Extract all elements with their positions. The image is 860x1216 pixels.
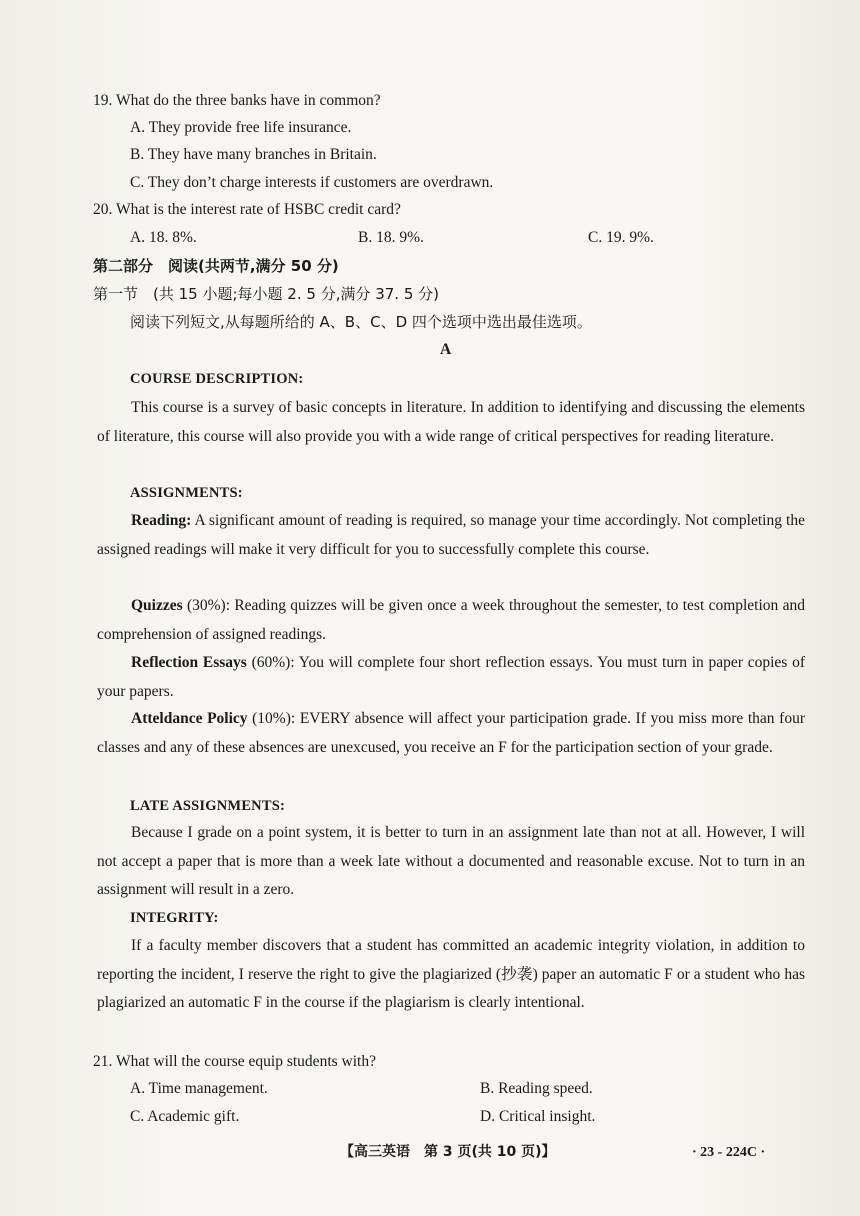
- q21-option-b: B. Reading speed.: [480, 1080, 593, 1097]
- assignments-heading: ASSIGNMENTS:: [130, 485, 243, 501]
- reflection-label: Reflection Essays: [131, 654, 247, 671]
- part-two-title: 第二部分 阅读(共两节,满分 50 分): [93, 257, 339, 275]
- q21-option-a: A. Time management.: [130, 1080, 268, 1097]
- attendance-percent: (10%):: [247, 710, 296, 727]
- course-description-heading: COURSE DESCRIPTION:: [130, 371, 304, 387]
- page-footer-code: · 23 - 224C ·: [692, 1145, 766, 1160]
- reflection-percent: (60%):: [246, 654, 295, 671]
- reading-instruction: 阅读下列短文,从每题所给的 A、B、C、D 四个选项中选出最佳选项。: [130, 313, 592, 331]
- attendance-paragraph: [97, 705, 805, 762]
- quizzes-text: Reading quizzes will be given once a week throughout the semester, to test completion and comprehension of assigned readings.: [97, 597, 805, 643]
- reading-label: Reading:: [131, 512, 192, 529]
- late-assignments-heading: LATE ASSIGNMENTS:: [130, 798, 286, 814]
- q21-option-c: C. Academic gift.: [130, 1108, 240, 1125]
- reflection-paragraph: [97, 649, 805, 706]
- question-20: 20. What is the interest rate of HSBC credit card?: [93, 201, 401, 218]
- q20-option-a: A. 18. 8%.: [130, 229, 197, 246]
- q19-option-c: C. They don’t charge interests if customers are overdrawn.: [130, 174, 494, 191]
- q20-option-b: B. 18. 9%.: [358, 229, 424, 246]
- page-footer-label: 【高三英语 第 3 页(共 10 页)】: [340, 1144, 556, 1160]
- q21-option-d: D. Critical insight.: [480, 1108, 596, 1125]
- question-21: 21. What will the course equip students with?: [93, 1053, 376, 1070]
- attendance-text: EVERY absence will affect your participation grade. If you miss more than four classes and any of these absences are unexcused, you receive an F for the participation section of your grade.: [97, 710, 805, 756]
- reading-text: A significant amount of reading is required, so manage your time accordingly. Not completing the assigned readings will make it very difficult for you to successfully complete this course.: [97, 512, 805, 558]
- integrity-heading: INTEGRITY:: [130, 910, 219, 926]
- section-one-title: 第一节 (共 15 小题;每小题 2. 5 分,满分 37. 5 分): [93, 285, 440, 303]
- passage-letter: A: [440, 341, 452, 358]
- q20-option-c: C. 19. 9%.: [588, 229, 654, 246]
- q19-option-b: B. They have many branches in Britain.: [130, 146, 377, 163]
- integrity-text: If a faculty member discovers that a student has committed an academic integrity violation, in addition to reporting the incident, I reserve the right to give the plagiarized (抄袭) paper an automatic F or a student who has plagiarized an automatic F in the course if the plagiarism is clearly intentional.: [97, 937, 805, 1011]
- reflection-text: You will complete four short reflection essays. You must turn in paper copies of your papers.: [97, 654, 805, 700]
- quizzes-paragraph: [97, 592, 805, 649]
- question-19: 19. What do the three banks have in common?: [93, 92, 381, 109]
- quizzes-label: Quizzes: [131, 597, 183, 614]
- quizzes-percent: (30%):: [182, 597, 231, 614]
- late-assignments-text: Because I grade on a point system, it is better to turn in an assignment late than not at all. However, I will not accept a paper that is more than a week late without a documented and reasonable excuse. Not to turn in an assignment will result in a zero.: [97, 824, 805, 898]
- attendance-label: Atteldance Policy: [131, 710, 248, 727]
- q19-option-a: A. They provide free life insurance.: [130, 119, 352, 136]
- course-description-text: This course is a survey of basic concepts in literature. In addition to identifying and discussing the elements of literature, this course will also provide you with a wide range of critical perspectives for reading literature.: [97, 399, 805, 445]
- reading-paragraph: [97, 507, 805, 564]
